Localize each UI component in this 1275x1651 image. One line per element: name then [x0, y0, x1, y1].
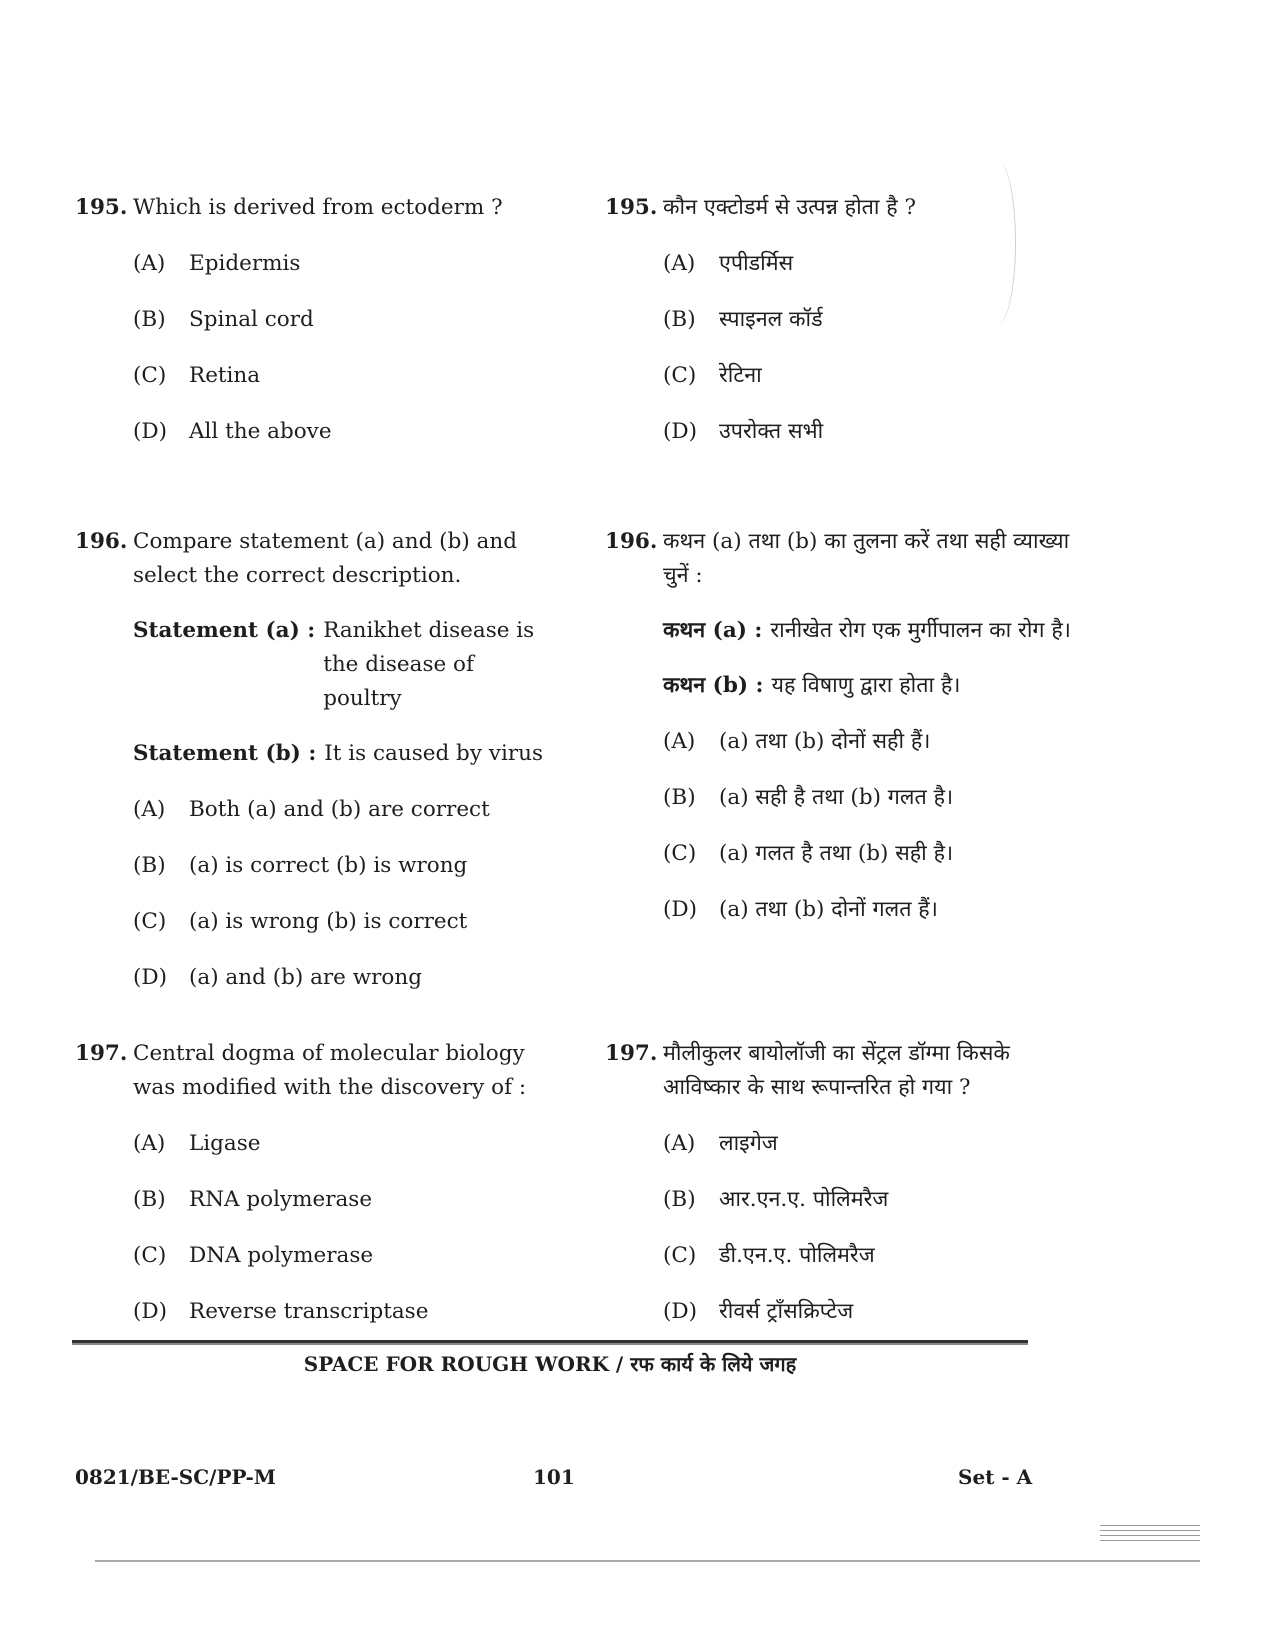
question-text: कथन (a) तथा (b) का तुलना करें तथा सही व्याख्या चुनें :: [663, 529, 1070, 588]
page-bottom-edge: [95, 1560, 1200, 1562]
option-text: Epidermis: [189, 251, 301, 276]
option-text: उपरोक्त सभी: [719, 419, 824, 444]
set-label: Set - A: [958, 1465, 1033, 1489]
statement-a: कथन (a) : रानीखेत रोग एक मुर्गीपालन का रोग है।: [663, 618, 1071, 643]
question-number: 196.: [605, 529, 658, 554]
option-a: (A) Both (a) and (b) are correct: [133, 793, 555, 827]
statement-b: Statement (b) : It is caused by virus: [133, 741, 543, 766]
rough-work-heading: SPACE FOR ROUGH WORK / रफ कार्य के लिये जगह: [303, 1352, 797, 1376]
option-d: (D) उपरोक्त सभी: [663, 415, 1085, 449]
option-text: लाइगेज: [719, 1131, 778, 1156]
question-195-en: [75, 191, 555, 449]
option-d: (D) Reverse transcriptase: [133, 1295, 555, 1329]
option-b: (B) (a) is correct (b) is wrong: [133, 849, 555, 883]
option-c: (C) (a) गलत है तथा (b) सही है।: [663, 837, 1085, 871]
option-b: (B) आर.एन.ए. पोलिमरैज: [663, 1183, 1085, 1217]
option-text: Ligase: [189, 1131, 261, 1156]
option-b: (B) Spinal cord: [133, 303, 555, 337]
question-number: 195.: [75, 195, 128, 220]
option-text: रेटिना: [719, 363, 762, 388]
option-d: (D) All the above: [133, 415, 555, 449]
option-text: RNA polymerase: [189, 1187, 373, 1212]
statement-b: कथन (b) : यह विषाणु द्वारा होता है।: [663, 673, 961, 698]
page-number: 101: [533, 1465, 575, 1489]
statement-a: Statement (a) : Ranikhet disease is the disease of poultry: [133, 618, 535, 711]
option-text: DNA polymerase: [189, 1243, 374, 1268]
option-a: (A) Epidermis: [133, 247, 555, 281]
option-c: (C) DNA polymerase: [133, 1239, 555, 1273]
option-text: स्पाइनल कॉर्ड: [719, 307, 823, 332]
option-d: (D) रीवर्स ट्राँसक्रिप्टेज: [663, 1295, 1085, 1329]
option-text: (a) सही है तथा (b) गलत है।: [719, 785, 954, 810]
option-d: (D) (a) and (b) are wrong: [133, 961, 555, 995]
option-text: (a) is correct (b) is wrong: [189, 853, 468, 878]
question-text: Which is derived from ectoderm ?: [133, 195, 503, 220]
option-text: (a) and (b) are wrong: [189, 965, 422, 990]
option-c: (C) (a) is wrong (b) is correct: [133, 905, 555, 939]
option-d: (D) (a) तथा (b) दोनों गलत हैं।: [663, 893, 1085, 927]
option-text: Both (a) and (b) are correct: [189, 797, 490, 822]
option-b: (B) स्पाइनल कॉर्ड: [663, 303, 1085, 337]
question-196-hi: [605, 525, 1085, 927]
option-b: (B) (a) सही है तथा (b) गलत है।: [663, 781, 1085, 815]
rough-work-divider: [72, 1340, 1028, 1343]
scan-edge-lines: [1100, 1525, 1200, 1545]
option-a: (A) एपीडर्मिस: [663, 247, 1085, 281]
option-text: आर.एन.ए. पोलिमरैज: [719, 1187, 889, 1212]
option-text: एपीडर्मिस: [719, 251, 794, 276]
option-text: (a) तथा (b) दोनों गलत हैं।: [719, 897, 938, 922]
option-text: (a) तथा (b) दोनों सही हैं।: [719, 729, 931, 754]
option-text: डी.एन.ए. पोलिमरैज: [719, 1243, 875, 1268]
question-text: कौन एक्टोडर्म से उत्पन्न होता है ?: [663, 195, 917, 220]
option-a: (A) लाइगेज: [663, 1127, 1085, 1161]
option-text: Reverse transcriptase: [189, 1299, 429, 1324]
option-c: (C) Retina: [133, 359, 555, 393]
option-c: (C) डी.एन.ए. पोलिमरैज: [663, 1239, 1085, 1273]
question-197-hi: [605, 1037, 1085, 1329]
option-text: Spinal cord: [189, 307, 314, 332]
question-number: 195.: [605, 195, 658, 220]
question-number: 196.: [75, 529, 128, 554]
question-text: Central dogma of molecular biology was modified with the discovery of :: [133, 1041, 527, 1100]
question-196-en: [75, 525, 555, 995]
option-text: Retina: [189, 363, 261, 388]
question-195-hi: [605, 191, 1085, 449]
question-number: 197.: [605, 1041, 658, 1066]
question-197-en: [75, 1037, 555, 1329]
option-c: (C) रेटिना: [663, 359, 1085, 393]
paper-code: 0821/BE-SC/PP-M: [75, 1465, 276, 1489]
option-text: रीवर्स ट्राँसक्रिप्टेज: [719, 1299, 854, 1324]
option-a: (A) Ligase: [133, 1127, 555, 1161]
question-text: Compare statement (a) and (b) and select the correct description.: [133, 529, 517, 588]
option-text: (a) गलत है तथा (b) सही है।: [719, 841, 954, 866]
option-b: (B) RNA polymerase: [133, 1183, 555, 1217]
question-number: 197.: [75, 1041, 128, 1066]
option-text: All the above: [189, 419, 332, 444]
option-text: (a) is wrong (b) is correct: [189, 909, 468, 934]
question-text: मौलीकुलर बायोलॉजी का सेंट्रल डॉग्मा किसके आविष्कार के साथ रूपान्तरित हो गया ?: [663, 1041, 1010, 1100]
option-a: (A) (a) तथा (b) दोनों सही हैं।: [663, 725, 1085, 759]
